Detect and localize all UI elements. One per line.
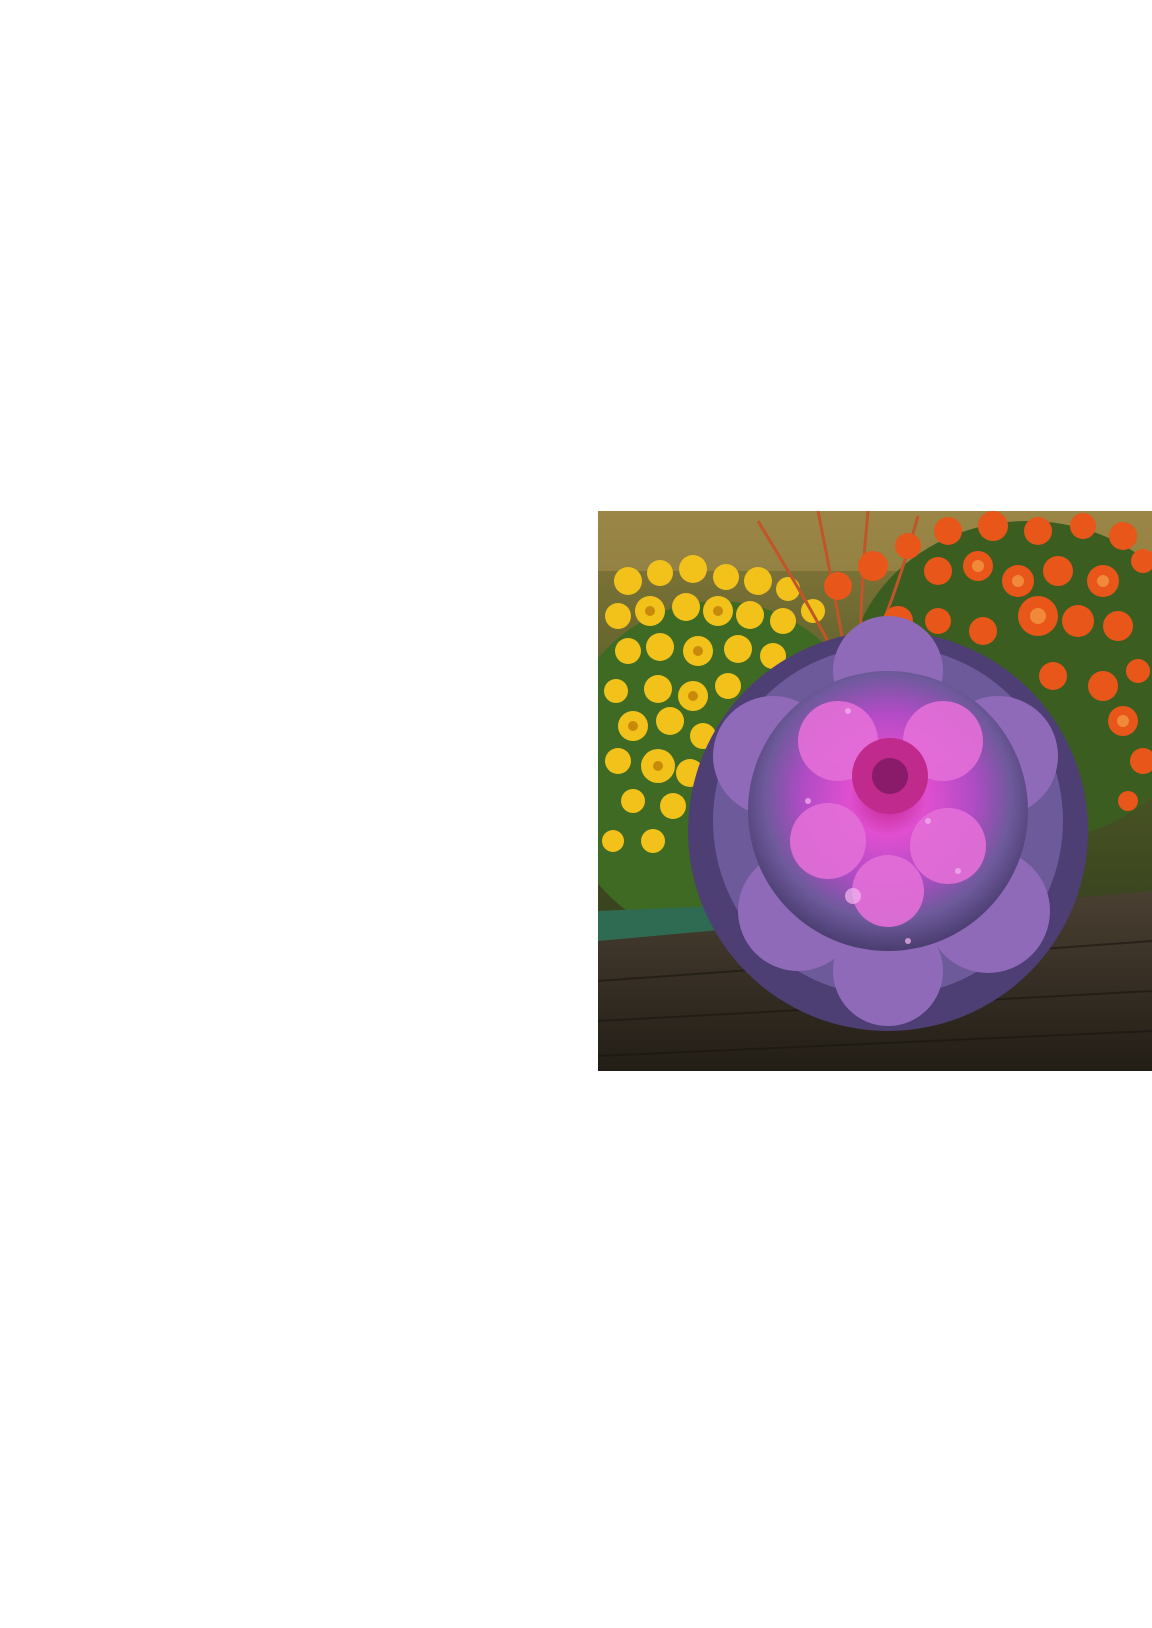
flower-photo: [598, 511, 1152, 1071]
flower-photo-illustration: [598, 511, 1152, 1071]
